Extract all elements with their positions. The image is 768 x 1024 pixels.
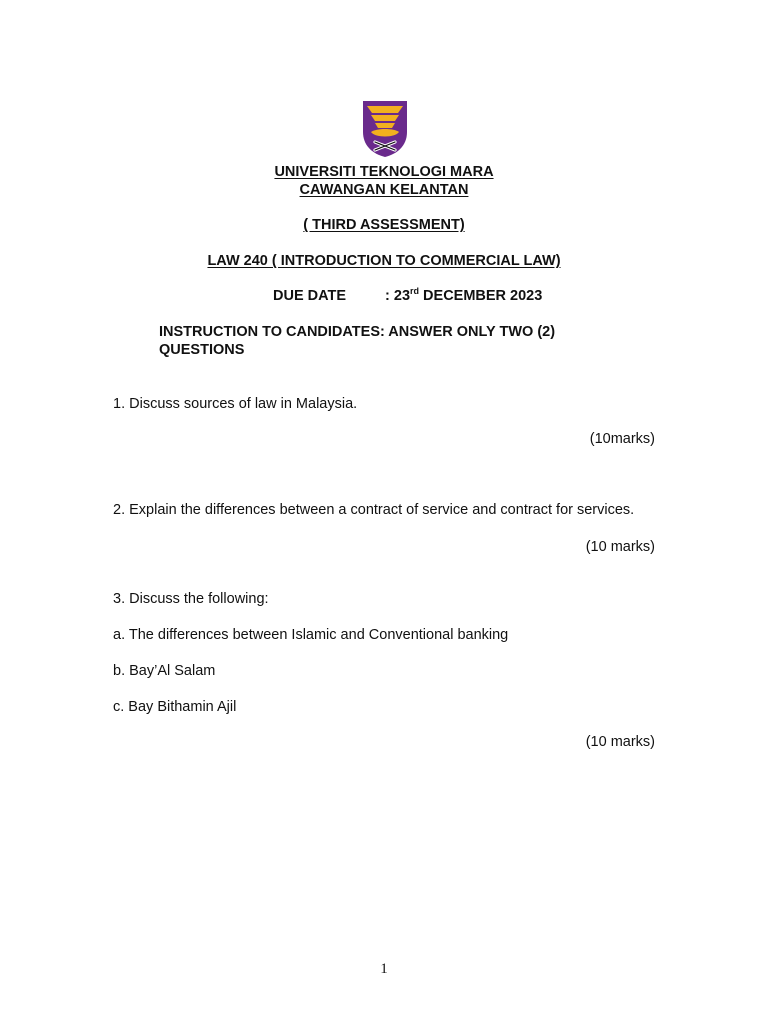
campus-name: CAWANGAN KELANTAN [299, 182, 469, 198]
university-name: UNIVERSITI TEKNOLOGI MARA [274, 164, 494, 180]
question-1-marks: (10marks) [589, 431, 655, 447]
due-date-suffix: rd [410, 286, 420, 296]
question-2-marks: (10 marks) [585, 539, 655, 555]
course-title: LAW 240 ( INTRODUCTION TO COMMERCIAL LAW) [207, 253, 561, 269]
question-3-part-c: c. Bay Bithamin Ajil [113, 699, 237, 715]
question-2: 2. Explain the differences between a contract of service and contract for services. [113, 502, 635, 518]
assessment-title: ( THIRD ASSESSMENT) [303, 217, 465, 233]
question-3-marks: (10 marks) [585, 734, 655, 750]
due-date-separator: : [385, 288, 390, 304]
question-3-part-b: b. Bay’Al Salam [113, 663, 216, 679]
due-date-day: 23 [393, 288, 411, 304]
question-3-part-a: a. The differences between Islamic and Conventional banking [113, 627, 509, 643]
due-date-value [385, 288, 542, 304]
due-date-label: DUE DATE [273, 288, 347, 304]
question-1: 1. Discuss sources of law in Malaysia. [113, 396, 358, 412]
instruction-line-1: INSTRUCTION TO CANDIDATES: ANSWER ONLY TWO (2) [159, 324, 556, 340]
instruction-line-2: QUESTIONS [159, 342, 245, 358]
question-3: 3. Discuss the following: [113, 591, 269, 607]
uitm-crest-logo [362, 100, 408, 158]
page-number: 1 [380, 961, 388, 977]
due-date-month-year: DECEMBER 2023 [423, 288, 543, 304]
